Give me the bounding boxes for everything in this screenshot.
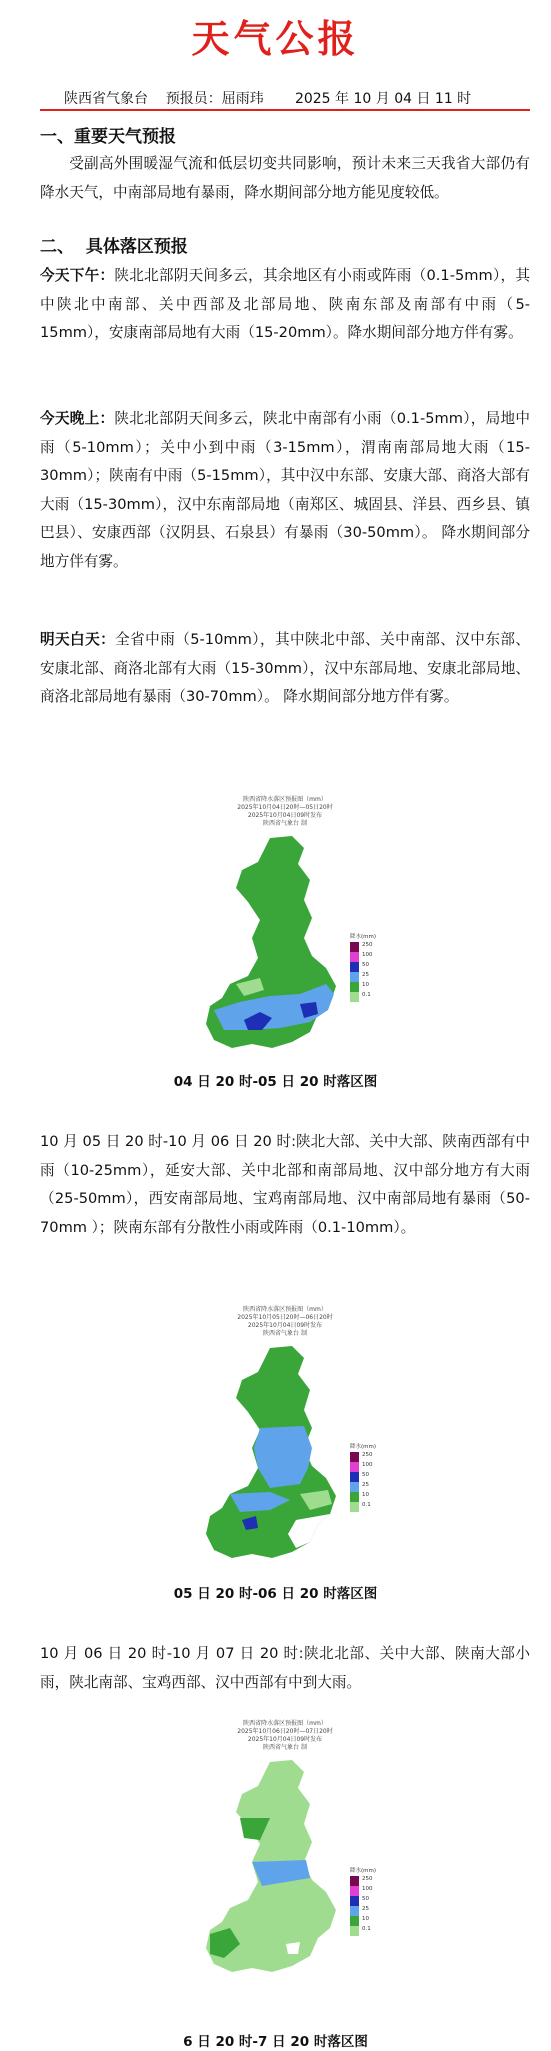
masthead-title: 天气公报: [191, 16, 360, 61]
legend-level-label: 0.1: [362, 1502, 371, 1508]
section1-text: 受副高外围暖湿气流和低层切变共同影响，预计未来三天我省大部仍有降水天气，中南部局地有暴雨，降水期间部分地方能见度较低。: [40, 155, 530, 201]
legend-level-label: 10: [362, 1916, 369, 1922]
legend-swatch: [350, 1876, 359, 1886]
legend-swatch: [350, 1502, 359, 1512]
legend-swatch: [350, 1482, 359, 1492]
map3-valid: 2025年10月06日20时—07日20时: [237, 1728, 333, 1735]
legend-level-label: 50: [362, 962, 369, 968]
map2-caption: 05 日 20 时-06 日 20 时落区图: [173, 1586, 378, 1602]
legend-level-label: 250: [362, 1876, 373, 1882]
legend-swatch: [350, 1492, 359, 1502]
legend-swatch: [350, 1452, 359, 1462]
shaanxi-map-3: [200, 1758, 340, 2008]
map3-caption: 6 日 20 时-7 日 20 时落区图: [183, 2034, 368, 2050]
map3-legend-title: 降水(mm): [350, 1868, 377, 1874]
map2-valid: 2025年10月05日20时—06日20时: [237, 1314, 333, 1321]
legend-swatch: [350, 1896, 359, 1906]
map2-title: 陕西省降水落区预报图（mm）: [243, 1306, 327, 1313]
map2-issued: 2025年10月04日09时发布: [247, 1322, 323, 1329]
legend-swatch: [350, 1886, 359, 1896]
rainfall-map-2: [180, 1302, 390, 1572]
legend-level-label: 50: [362, 1896, 369, 1902]
tonight-label: 今天晚上：: [40, 410, 115, 427]
legend-swatch: [350, 1462, 359, 1472]
map1-valid: 2025年10月04日20时—05日20时: [237, 804, 333, 811]
tomorrow-text: 全省中雨（5-10mm），其中陕北中部、关中南部、汉中东部、安康北部、商洛北部有大雨（15-30mm），汉中东部局地、安康北部局地、商洛北部局地有暴雨（30-70mm）。 降水期间部分地方伴有雾。: [40, 631, 530, 705]
section2-heading: 二、 具体落区预报: [40, 237, 188, 257]
legend-swatch: [350, 952, 359, 962]
day3-forecast: 10 月 06 日 20 时-10 月 07 日 20 时:陕北北部、关中大部、陕南大部小雨，陕北南部、宝鸡西部、汉中西部有中到大雨。: [40, 1645, 530, 1691]
header-rule: [40, 109, 530, 111]
afternoon-label: 今天下午：: [40, 267, 115, 284]
legend-level-label: 25: [362, 1906, 369, 1912]
map1-caption: 04 日 20 时-05 日 20 时落区图: [173, 1074, 378, 1090]
legend-swatch: [350, 1916, 359, 1926]
afternoon-forecast: [40, 262, 530, 348]
legend-level-label: 50: [362, 1472, 369, 1478]
map2-agency: 陕西省气象台 制: [263, 1330, 307, 1337]
legend-level-label: 100: [362, 1462, 373, 1468]
section1-heading: 一、重要天气预报: [40, 127, 176, 147]
tonight-text: 陕北北部阴天间多云，陕北中南部有小雨（0.1-5mm），局地中雨（5-10mm）；关中小到中雨（3-15mm），渭南南部局地大雨（15-30mm）；陕南有中雨（5-15mm），其中汉中东部、安康大部、商洛大部有大雨（15-30mm），汉中东南部局地（南郑区、城固县、洋县、西乡县、镇巴县）、安康西部（汉阴县、石泉县）有暴雨（30-50mm）。 降水期间部分地方伴有雾。: [40, 410, 530, 570]
day2-forecast: 10 月 05 日 20 时-10 月 06 日 20 时:陕北大部、关中大部、陕南西部有中雨（10-25mm），延安大部、关中北部和南部局地、汉中部分地方有大雨（25-50mm），西安南部局地、宝鸡南部局地、汉中南部局地有暴雨（50-70mm ）；陕南东部有分散性小雨或阵雨（0.1-10mm）。: [40, 1133, 530, 1236]
legend-level-label: 25: [362, 1482, 369, 1488]
issuer-line: 陕西省气象台 预报员：屈雨玮 2025 年 10 月 04 日 11 时: [64, 91, 472, 107]
map1-issued: 2025年10月04日09时发布: [247, 812, 323, 819]
map3-title: 陕西省降水落区预报图（mm）: [243, 1720, 327, 1727]
legend-swatch: [350, 962, 359, 972]
shaanxi-map-1: [200, 834, 340, 1059]
legend-swatch: [350, 992, 359, 1002]
rainfall-map-1: [180, 792, 390, 1062]
legend-swatch: [350, 1906, 359, 1916]
tomorrow-forecast: [40, 626, 530, 712]
legend-level-label: 10: [362, 1492, 369, 1498]
legend-level-label: 100: [362, 1886, 373, 1892]
legend-level-label: 250: [362, 942, 373, 948]
legend-level-label: 0.1: [362, 1926, 371, 1932]
map1-legend-title: 降水(mm): [350, 934, 377, 940]
legend-level-label: 250: [362, 1452, 373, 1458]
legend-swatch: [350, 1472, 359, 1482]
legend-level-label: 100: [362, 952, 373, 958]
map1-agency: 陕西省气象台 制: [263, 820, 307, 827]
tonight-forecast: [40, 405, 530, 576]
legend-level-label: 0.1: [362, 992, 371, 998]
tomorrow-label: 明天白天：: [40, 631, 116, 648]
legend-swatch: [350, 1926, 359, 1936]
map3-agency: 陕西省气象台 制: [263, 1744, 307, 1751]
legend-level-label: 25: [362, 972, 369, 978]
legend-swatch: [350, 942, 359, 952]
map3-issued: 2025年10月04日09时发布: [247, 1736, 323, 1743]
map1-title: 陕西省降水落区预报图（mm）: [243, 796, 327, 803]
legend-swatch: [350, 972, 359, 982]
legend-level-label: 10: [362, 982, 369, 988]
shaanxi-map-2: [200, 1344, 340, 1569]
map2-legend-title: 降水(mm): [350, 1444, 377, 1450]
legend-swatch: [350, 982, 359, 992]
rainfall-map-3: [180, 1716, 390, 2016]
afternoon-text: 陕北北部阴天间多云，其余地区有小雨或阵雨（0.1-5mm），其中陕北中南部、关中西部及北部局地、陕南东部及南部有中雨（5-15mm），安康南部局地有大雨（15-20mm）。降水期间部分地方伴有雾。: [40, 267, 530, 341]
